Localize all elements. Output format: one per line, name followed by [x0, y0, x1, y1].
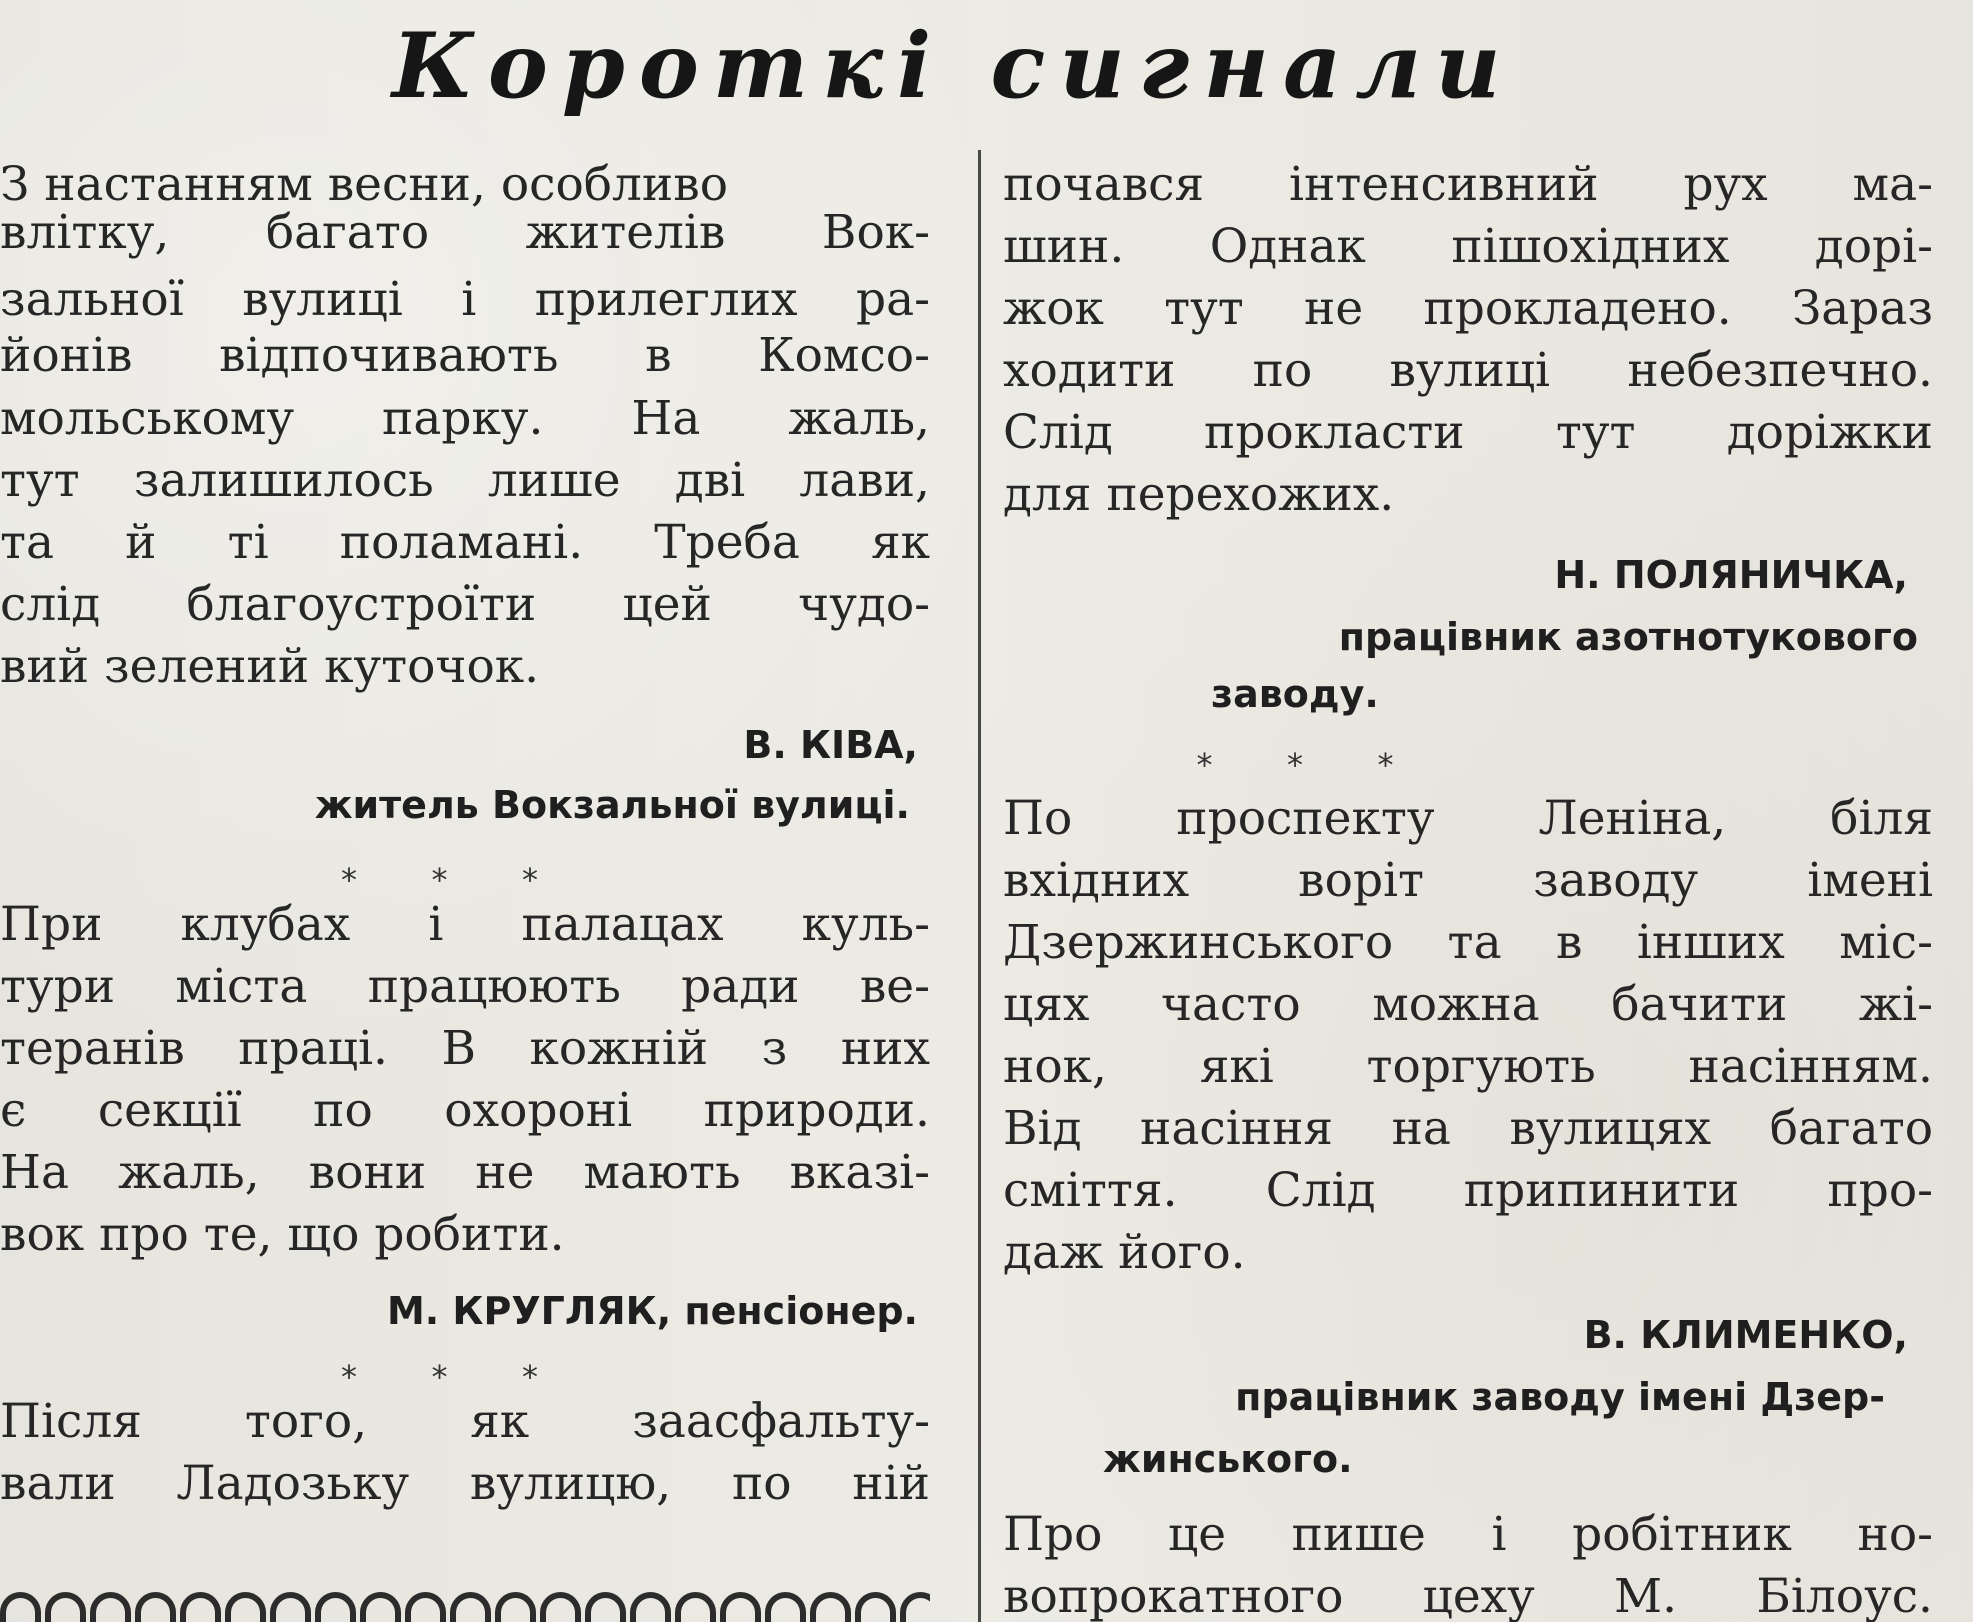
right-signature-1-role-1: працівник азотнотукового — [1338, 615, 1918, 659]
left-line-2: влітку, багато жителів Вок- — [0, 205, 930, 260]
right-line-9: Дзержинського та в інших міс- — [1003, 915, 1933, 970]
right-signature-2-role-1: працівник заводу імені Дзер- — [1235, 1375, 1885, 1419]
left-signature-1-role: житель Вокзальної вулиці. — [314, 783, 910, 827]
right-signature-2: В. КЛИМЕНКО, — [1583, 1313, 1908, 1357]
right-signature-2-role-2: жинського. — [1103, 1437, 1353, 1481]
right-line-2: шин. Однак пішохідних дорі- — [1003, 219, 1933, 274]
right-line-5: Слід прокласти тут доріжки — [1003, 405, 1933, 460]
right-column — [1003, 150, 1933, 1622]
right-line-8: вхідних воріт заводу імені — [1003, 853, 1933, 908]
right-line-10: цях часто можна бачити жі- — [1003, 977, 1933, 1032]
right-line-6: для перехожих. — [1003, 467, 1395, 522]
right-line-14: даж його. — [1003, 1225, 1246, 1280]
right-line-3: жок тут не прокладено. Зараз — [1003, 281, 1933, 336]
left-line-1: З настанням весни, особливо — [0, 157, 728, 212]
right-line-11: нок, які торгують насінням. — [1003, 1039, 1933, 1094]
right-line-12: Від насіння на вулицях багато — [1003, 1101, 1933, 1156]
left-line-17: вали Ладозьку вулицю, по ній — [0, 1456, 930, 1511]
right-separator-1: * * * — [1194, 746, 1422, 784]
left-line-16: Після того, як заасфальту- — [0, 1394, 930, 1449]
decorative-border — [0, 1582, 930, 1622]
right-line-13: сміття. Слід припинити про- — [1003, 1163, 1933, 1218]
left-line-7: та й ті поламані. Треба як — [0, 515, 930, 570]
left-line-4: йонів відпочивають в Комсо- — [0, 328, 930, 383]
right-signature-1: Н. ПОЛЯНИЧКА, — [1554, 553, 1908, 597]
left-line-11: тури міста працюють ради ве- — [0, 959, 930, 1014]
left-line-3: зальної вулиці і прилеглих ра- — [0, 272, 930, 327]
left-signature-1: В. КІВА, — [743, 723, 918, 767]
right-line-15: Про це пише і робітник но- — [1003, 1507, 1933, 1562]
right-line-16: вопрокатного цеху М. Білоус. — [1003, 1569, 1933, 1622]
left-column — [0, 150, 930, 1622]
left-line-9: вий зелений куточок. — [0, 639, 540, 694]
left-line-13: є секції по охороні природи. — [0, 1083, 930, 1138]
right-line-7: По проспекту Леніна, біля — [1003, 791, 1933, 846]
left-line-12: теранів праці. В кожній з них — [0, 1021, 930, 1076]
headline: Короткі сигнали — [392, 13, 1515, 119]
left-separator-1: * * * — [339, 861, 566, 899]
column-divider — [978, 150, 981, 1622]
right-line-4: ходити по вулиці небезпечно. — [1003, 343, 1933, 398]
left-line-8: слід благоустроїти цей чудо- — [0, 577, 930, 632]
left-line-10: При клубах і палацах куль- — [0, 897, 930, 952]
left-line-15: вок про те, що робити. — [0, 1207, 565, 1262]
left-line-5: мольському парку. На жаль, — [0, 391, 930, 446]
left-separator-2: * * * — [339, 1358, 566, 1396]
left-line-6: тут залишилось лише дві лави, — [0, 453, 930, 508]
right-signature-1-role-2: заводу. — [1211, 672, 1379, 716]
right-line-1: почався інтенсивний рух ма- — [1003, 157, 1933, 212]
left-line-14: На жаль, вони не мають вказі- — [0, 1145, 930, 1200]
left-signature-2: М. КРУГЛЯК, пенсіонер. — [386, 1289, 918, 1333]
